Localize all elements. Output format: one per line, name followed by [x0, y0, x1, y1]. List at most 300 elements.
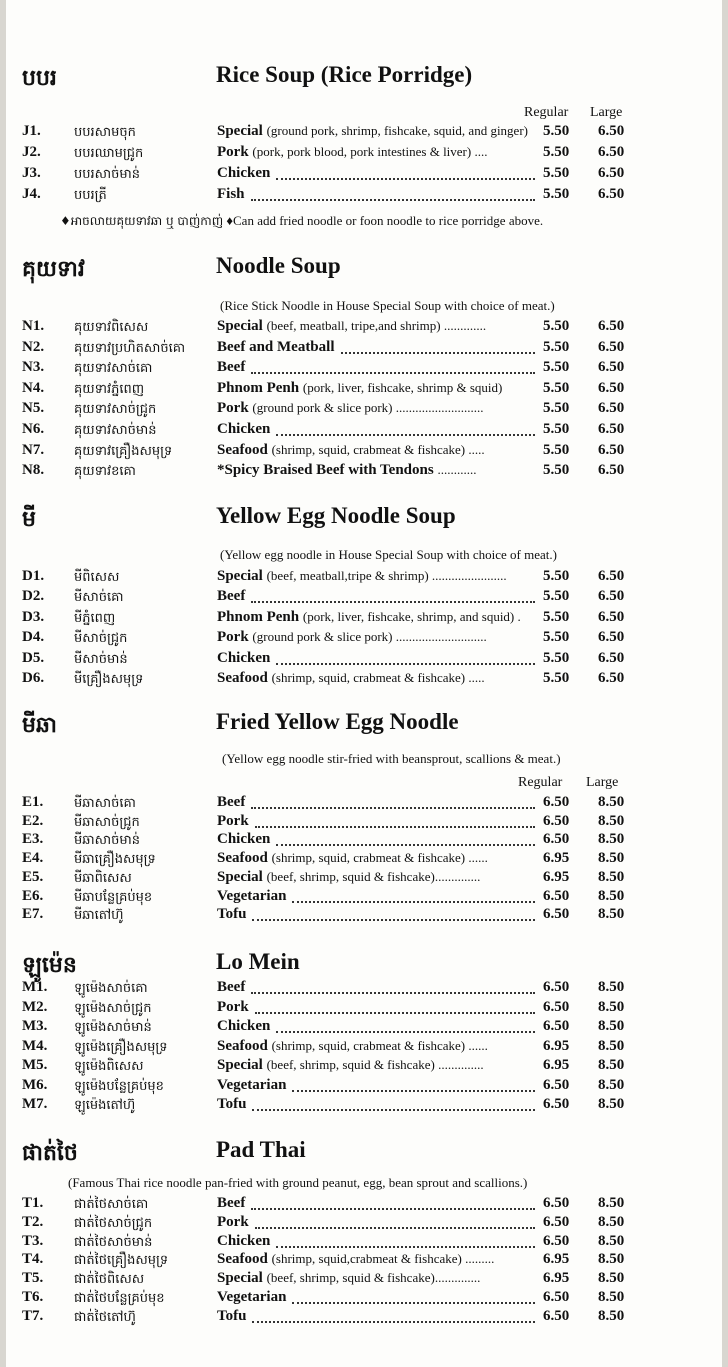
item-code: D2.: [22, 588, 45, 605]
price-large: 8.50: [598, 979, 625, 995]
item-code: E7.: [22, 906, 44, 923]
item-name: Beef and Meatball: [217, 338, 335, 355]
item-khmer-name: គុយទាវភ្នំពេញ: [74, 381, 145, 397]
price-regular: 6.95: [543, 1057, 570, 1073]
section-yellow-egg-noodle-soup: [0, 503, 728, 687]
item-khmer-name: បបរសាមចុក: [74, 125, 136, 140]
item-name: Tofu: [217, 1096, 247, 1112]
menu-item-row: [0, 1056, 728, 1076]
price-regular: 6.95: [543, 868, 570, 885]
item-khmer-name: មីសាច់មាន់: [74, 651, 128, 667]
item-name: Tofu: [217, 1307, 247, 1324]
price-regular: 6.50: [543, 794, 570, 810]
price-large: 6.50: [598, 318, 625, 334]
price-large: 6.50: [598, 123, 625, 139]
price-regular: 6.50: [543, 906, 570, 923]
dot-leader: [276, 420, 535, 436]
dot-leader: [292, 1288, 535, 1304]
menu-item-row: [0, 143, 728, 163]
item-khmer-name: បបរសាច់មាន់: [74, 167, 141, 182]
price-large: 8.50: [598, 831, 625, 848]
price-large: 6.50: [598, 338, 625, 355]
menu-item-row: [0, 1288, 728, 1308]
column-header-large: Large: [590, 105, 623, 120]
item-code: E2.: [22, 812, 44, 829]
price-large: 6.50: [598, 649, 625, 666]
item-khmer-name: បបរឈាមជ្រូក: [74, 146, 144, 161]
item-name-wrap: [217, 869, 480, 886]
menu-item-row: [0, 587, 728, 607]
price-large: 6.50: [598, 379, 625, 396]
item-name-wrap: [217, 318, 486, 335]
menu-item-row: [0, 1307, 728, 1327]
item-khmer-name: ផាត់ថៃគ្រឿងសមុទ្រ: [74, 1253, 169, 1269]
item-khmer-name: គុយទាវពិសេស: [74, 320, 149, 335]
item-name: Beef: [217, 979, 246, 995]
item-name-wrap: [217, 1057, 484, 1074]
item-name: Pork: [217, 812, 249, 829]
menu-item-row: [0, 1213, 728, 1233]
item-khmer-name: មីឆាបន្លែគ្រប់មុខ: [74, 889, 153, 905]
section-pad-thai: [0, 1137, 728, 1325]
item-code: J4.: [22, 186, 41, 202]
dot-leader: [251, 587, 535, 603]
dot-leader: [252, 905, 535, 921]
item-khmer-name: ផាត់ថៃតៅហ៊ូ: [74, 1309, 136, 1325]
footnote-khmer: ♦អាចលាយគុយទាវឆា ឬ បាញ់កាញ់: [60, 214, 224, 228]
footnote-english: ♦Can add fried noodle or foon noodle to rice porridge above.: [226, 213, 544, 228]
item-name-wrap: [217, 568, 507, 585]
menu-item-row: [0, 185, 728, 205]
item-name-wrap: [217, 1308, 246, 1325]
menu-item-row: [0, 628, 728, 648]
price-large: 8.50: [598, 1096, 625, 1112]
dot-leader: [276, 164, 535, 180]
menu-item-row: [0, 905, 728, 925]
price-large: 6.50: [598, 588, 625, 605]
item-code: E5.: [22, 868, 44, 885]
price-large: 8.50: [598, 1037, 625, 1054]
item-khmer-name: មីគ្រឿងសមុទ្រ: [74, 672, 144, 687]
price-regular: 6.50: [543, 1307, 570, 1324]
item-name: Seafood: [217, 1037, 268, 1054]
section-khmer-title: គុយទាវ: [22, 257, 85, 282]
section-khmer-title: មី: [22, 507, 36, 532]
item-name-wrap: [217, 359, 245, 376]
item-khmer-name: ផាត់ថៃសាច់ជ្រូក: [74, 1215, 153, 1231]
menu-item-row: [0, 1037, 728, 1057]
item-code: T1.: [22, 1195, 44, 1211]
item-khmer-name: មីឆាសាច់មាន់: [74, 833, 141, 849]
item-name: Vegetarian: [217, 1289, 287, 1305]
price-regular: 6.50: [543, 812, 570, 829]
dot-leader: [276, 1232, 535, 1248]
item-name-wrap: [217, 186, 245, 203]
item-description: (pork, pork blood, pork intestines & liver) ....: [252, 144, 488, 159]
item-name-wrap: [217, 1195, 245, 1212]
menu-item-row: [0, 849, 728, 869]
price-regular: 6.50: [543, 1018, 570, 1034]
item-khmer-name: គុយទាវគ្រឿងសមុទ្រ: [74, 443, 173, 459]
item-code: N6.: [22, 421, 45, 437]
item-khmer-name: ឡូម៉េងបន្លែគ្រប់មុខ: [74, 1078, 164, 1094]
menu-item-row: [0, 608, 728, 628]
dot-leader: [251, 1194, 535, 1210]
section-khmer-title: ផាត់ថៃ: [22, 1141, 78, 1166]
item-name-wrap: [217, 629, 487, 646]
item-description: ............: [437, 462, 477, 478]
price-regular: 5.50: [543, 338, 570, 355]
item-khmer-name: មីឆាពិសេស: [74, 870, 132, 886]
item-description: (ground pork & slice pork) ...........................: [252, 400, 484, 416]
item-name-wrap: [217, 123, 528, 140]
price-regular: 5.50: [543, 379, 570, 396]
item-code: D6.: [22, 670, 45, 686]
dot-leader: [341, 338, 535, 354]
dot-leader: [251, 185, 535, 201]
price-large: 8.50: [598, 1018, 625, 1034]
dot-leader: [292, 1076, 535, 1092]
price-large: 6.50: [598, 462, 625, 479]
menu-item-row: [0, 567, 728, 587]
price-large: 8.50: [598, 1076, 625, 1093]
item-name: Pork: [217, 998, 249, 1015]
price-large: 8.50: [598, 1213, 625, 1230]
item-name-wrap: [217, 1018, 270, 1035]
dot-leader: [276, 830, 535, 846]
item-description: (beef, shrimp, squid & fishcake) ..............: [266, 1057, 484, 1072]
item-code: D3.: [22, 608, 45, 625]
column-header-regular: Regular: [518, 775, 563, 790]
section-title: Pad Thai: [216, 1137, 306, 1162]
item-khmer-name: មីឆាតៅហ៊ូ: [74, 908, 124, 924]
item-name-wrap: [217, 1096, 246, 1113]
price-regular: 5.50: [543, 421, 570, 437]
item-description: (pork, liver, fishcake, shrimp, and squid) .: [302, 608, 521, 624]
item-name: Seafood: [217, 670, 268, 686]
item-code: T6.: [22, 1289, 44, 1305]
price-large: 8.50: [598, 1270, 625, 1287]
price-large: 6.50: [598, 441, 625, 458]
section-khmer-title: ឡូម៉េន: [22, 953, 77, 978]
price-large: 6.50: [598, 629, 625, 646]
item-khmer-name: មីឆាសាច់ជ្រូក: [74, 814, 140, 830]
item-code: J2.: [22, 144, 41, 160]
item-name: Chicken: [217, 1018, 271, 1034]
item-khmer-name: ឡូម៉េងសាច់ជ្រូក: [74, 1000, 152, 1016]
dot-leader: [252, 1095, 535, 1111]
item-name: Beef: [217, 359, 246, 376]
item-khmer-name: គុយទាវប្រហិតសាច់គោ: [74, 340, 186, 356]
item-description: (pork, liver, fishcake, shrimp & squid): [302, 379, 503, 395]
item-khmer-name: ផាត់ថៃបន្លែគ្រប់មុខ: [74, 1291, 165, 1306]
section-title: Rice Soup (Rice Porridge): [216, 62, 473, 87]
item-code: M2.: [22, 998, 48, 1015]
item-code: D1.: [22, 568, 45, 584]
item-khmer-name: ផាត់ថៃសាច់គោ: [74, 1197, 149, 1212]
item-code: N4.: [22, 379, 45, 396]
section-title: Lo Mein: [216, 949, 300, 974]
price-large: 8.50: [598, 1307, 625, 1324]
item-name: *Spicy Braised Beef with Tendons: [217, 462, 434, 479]
item-name: Beef: [217, 794, 246, 810]
price-large: 6.50: [598, 608, 625, 625]
item-name-wrap: [217, 979, 245, 996]
item-name: Pork: [217, 1213, 249, 1230]
item-khmer-name: មីសាច់គោ: [74, 590, 124, 606]
price-regular: 6.50: [543, 887, 570, 904]
item-khmer-name: គុយទាវខគោ: [74, 464, 136, 480]
item-code: J3.: [22, 165, 41, 181]
item-khmer-name: ផាត់ថៃពិសេស: [74, 1272, 145, 1288]
item-description: (shrimp, squid, crabmeat & fishcake) .....: [271, 670, 485, 685]
item-code: N2.: [22, 338, 45, 355]
item-name: Beef: [217, 588, 246, 605]
price-large: 8.50: [598, 812, 625, 829]
menu-item-row: [0, 164, 728, 184]
item-name-wrap: [217, 1289, 286, 1306]
item-name: Seafood: [217, 441, 268, 458]
price-regular: 5.50: [543, 462, 570, 479]
dot-leader: [251, 978, 535, 994]
item-name-wrap: [217, 165, 270, 182]
price-large: 6.50: [598, 568, 625, 584]
item-description: (shrimp, squid, crabmeat & fishcake) .....: [271, 441, 485, 457]
menu-item-row: [0, 649, 728, 669]
item-name: Seafood: [217, 1251, 268, 1268]
item-description: (ground pork, shrimp, fishcake, squid, and ginger): [266, 123, 528, 138]
item-name: Special: [217, 868, 263, 885]
price-large: 8.50: [598, 1195, 625, 1211]
item-name-wrap: [217, 906, 246, 923]
item-name: Special: [217, 1270, 263, 1287]
dot-leader: [292, 887, 535, 903]
section-title: Fried Yellow Egg Noodle: [216, 709, 459, 734]
price-large: 8.50: [598, 998, 625, 1015]
price-regular: 6.95: [543, 850, 570, 867]
price-large: 6.50: [598, 670, 625, 686]
item-code: M1.: [22, 979, 48, 995]
item-name: Chicken: [217, 421, 271, 437]
item-khmer-name: មីឆាគ្រឿងសមុទ្រ: [74, 852, 156, 868]
menu-item-row: [0, 1232, 728, 1252]
item-code: T4.: [22, 1251, 44, 1268]
item-khmer-name: មីភ្នំពេញ: [74, 610, 116, 626]
menu-item-row: [0, 399, 728, 419]
menu-item-row: [0, 122, 728, 142]
menu-item-row: [0, 1076, 728, 1096]
section-note: (Rice Stick Noodle in House Special Soup with choice of meat.): [220, 298, 555, 313]
section-note: (Yellow egg noodle in House Special Soup with choice of meat.): [220, 547, 557, 562]
item-name: Special: [217, 318, 263, 334]
item-code: N7.: [22, 441, 45, 458]
price-regular: 6.95: [543, 1037, 570, 1054]
item-name-wrap: [217, 850, 488, 867]
item-name-wrap: [217, 1270, 480, 1287]
item-name: Special: [217, 568, 263, 584]
item-name-wrap: [217, 421, 270, 438]
section-khmer-title: មីឆា: [22, 713, 57, 738]
item-name: Chicken: [217, 649, 271, 666]
item-code: M4.: [22, 1037, 48, 1054]
item-name: Special: [217, 1057, 263, 1073]
dot-leader: [255, 812, 535, 828]
item-name-wrap: [217, 888, 286, 905]
item-khmer-name: ផាត់ថៃសាច់មាន់: [74, 1234, 153, 1250]
menu-item-row: [0, 441, 728, 461]
item-name: Chicken: [217, 831, 271, 848]
menu-item-row: [0, 887, 728, 907]
section-fried-yellow-egg-noodle: [0, 709, 728, 924]
menu-item-row: [0, 830, 728, 850]
item-khmer-name: ឡូម៉េងគ្រឿងសមុទ្រ: [74, 1039, 168, 1055]
price-regular: 6.50: [543, 1076, 570, 1093]
item-khmer-name: ឡូម៉េងសាច់គោ: [74, 981, 148, 996]
dot-leader: [276, 649, 535, 665]
dot-leader: [276, 1017, 535, 1033]
item-name-wrap: [217, 339, 335, 356]
item-code: M6.: [22, 1076, 48, 1093]
price-large: 8.50: [598, 1232, 625, 1249]
price-large: 6.50: [598, 400, 625, 417]
item-name-wrap: [217, 1214, 249, 1231]
item-code: T7.: [22, 1307, 44, 1324]
item-name: Tofu: [217, 906, 247, 923]
price-large: 8.50: [598, 1057, 625, 1073]
item-code: N8.: [22, 462, 45, 479]
item-name-wrap: [217, 380, 502, 397]
item-khmer-name: ឡូម៉េងតៅហ៊ូ: [74, 1098, 136, 1113]
section-note: (Yellow egg noodle stir-fried with beansprout, scallions & meat.): [222, 751, 561, 766]
column-header-large: Large: [586, 775, 619, 790]
item-code: E4.: [22, 850, 44, 867]
menu-item-row: [0, 317, 728, 337]
item-name-wrap: [217, 670, 485, 687]
item-name: Fish: [217, 186, 245, 202]
dot-leader: [251, 793, 535, 809]
section-lo-mein: [0, 949, 728, 1113]
item-name: Pork: [217, 629, 249, 646]
price-regular: 6.50: [543, 1232, 570, 1249]
menu-item-row: [0, 1194, 728, 1214]
item-khmer-name: មីឆាសាច់គោ: [74, 796, 136, 811]
price-regular: 5.50: [543, 400, 570, 417]
section-title: Yellow Egg Noodle Soup: [216, 503, 456, 528]
price-regular: 6.50: [543, 831, 570, 848]
item-code: N5.: [22, 400, 45, 417]
price-regular: 5.50: [543, 186, 570, 202]
item-khmer-name: គុយទាវសាច់ជ្រូក: [74, 402, 157, 418]
price-regular: 6.50: [543, 998, 570, 1015]
price-large: 8.50: [598, 887, 625, 904]
menu-item-row: [0, 420, 728, 440]
menu-item-row: [0, 338, 728, 358]
price-regular: 6.95: [543, 1251, 570, 1268]
price-regular: 6.50: [543, 1195, 570, 1211]
menu-item-row: [0, 379, 728, 399]
price-large: 6.50: [598, 421, 625, 437]
item-code: T2.: [22, 1213, 44, 1230]
item-code: M5.: [22, 1057, 48, 1073]
price-regular: 5.50: [543, 441, 570, 458]
item-name-wrap: [217, 609, 521, 626]
price-regular: 5.50: [543, 649, 570, 666]
price-regular: 5.50: [543, 318, 570, 334]
item-description: (ground pork & slice pork) ............................: [252, 629, 487, 645]
price-large: 6.50: [598, 144, 625, 160]
price-large: 8.50: [598, 794, 625, 810]
price-regular: 5.50: [543, 123, 570, 139]
price-regular: 5.50: [543, 568, 570, 584]
column-header-regular: Regular: [524, 105, 569, 120]
price-large: 8.50: [598, 868, 625, 885]
item-name-wrap: [217, 1233, 270, 1250]
item-code: D5.: [22, 649, 45, 666]
menu-item-row: [0, 1095, 728, 1115]
section-noodle-soup: [0, 253, 728, 480]
item-code: N3.: [22, 359, 45, 376]
price-regular: 6.50: [543, 979, 570, 995]
price-regular: 6.50: [543, 1096, 570, 1112]
item-khmer-name: បបរត្រី: [74, 188, 107, 203]
dot-leader: [255, 998, 535, 1014]
dot-leader: [252, 1307, 535, 1323]
item-code: N1.: [22, 318, 45, 334]
item-name: Chicken: [217, 1232, 271, 1249]
item-description: (shrimp, squid, crabmeat & fishcake) ......: [271, 1037, 488, 1053]
item-name: Phnom Penh: [217, 379, 300, 396]
price-regular: 6.50: [543, 1213, 570, 1230]
item-name-wrap: [217, 1077, 286, 1094]
menu-item-row: [0, 978, 728, 998]
price-large: 8.50: [598, 1289, 625, 1305]
price-regular: 5.50: [543, 629, 570, 646]
dot-leader: [255, 1213, 535, 1229]
menu-item-row: [0, 1017, 728, 1037]
item-name: Pork: [217, 400, 249, 417]
section-khmer-title: បបរ: [22, 66, 57, 91]
item-name-wrap: [217, 794, 245, 811]
item-name-wrap: [217, 442, 485, 459]
price-regular: 6.50: [543, 1289, 570, 1305]
item-description: (shrimp, squid,crabmeat & fishcake) .........: [271, 1251, 495, 1267]
price-regular: 5.50: [543, 608, 570, 625]
price-regular: 5.50: [543, 144, 570, 160]
item-code: E6.: [22, 887, 44, 904]
item-description: (shrimp, squid, crabmeat & fishcake) ......: [271, 850, 488, 866]
item-name: Seafood: [217, 850, 268, 867]
menu-item-row: [0, 669, 728, 689]
item-name-wrap: [217, 462, 476, 479]
price-large: 8.50: [598, 1251, 625, 1268]
item-name-wrap: [217, 400, 484, 417]
item-description: (beef, meatball, tripe,and shrimp) .............: [266, 318, 487, 333]
item-code: E3.: [22, 831, 44, 848]
item-name: Pork: [217, 144, 249, 160]
item-code: T5.: [22, 1270, 44, 1287]
item-name: Phnom Penh: [217, 608, 300, 625]
item-khmer-name: មីពិសេស: [74, 570, 120, 585]
item-khmer-name: ឡូម៉េងសាច់មាន់: [74, 1020, 152, 1035]
item-name: Chicken: [217, 165, 271, 181]
section-rice-soup: [0, 62, 728, 228]
price-regular: 5.50: [543, 165, 570, 181]
price-large: 6.50: [598, 359, 625, 376]
price-large: 6.50: [598, 186, 625, 202]
menu-item-row: [0, 812, 728, 832]
item-code: T3.: [22, 1232, 44, 1249]
item-name-wrap: [217, 813, 249, 830]
